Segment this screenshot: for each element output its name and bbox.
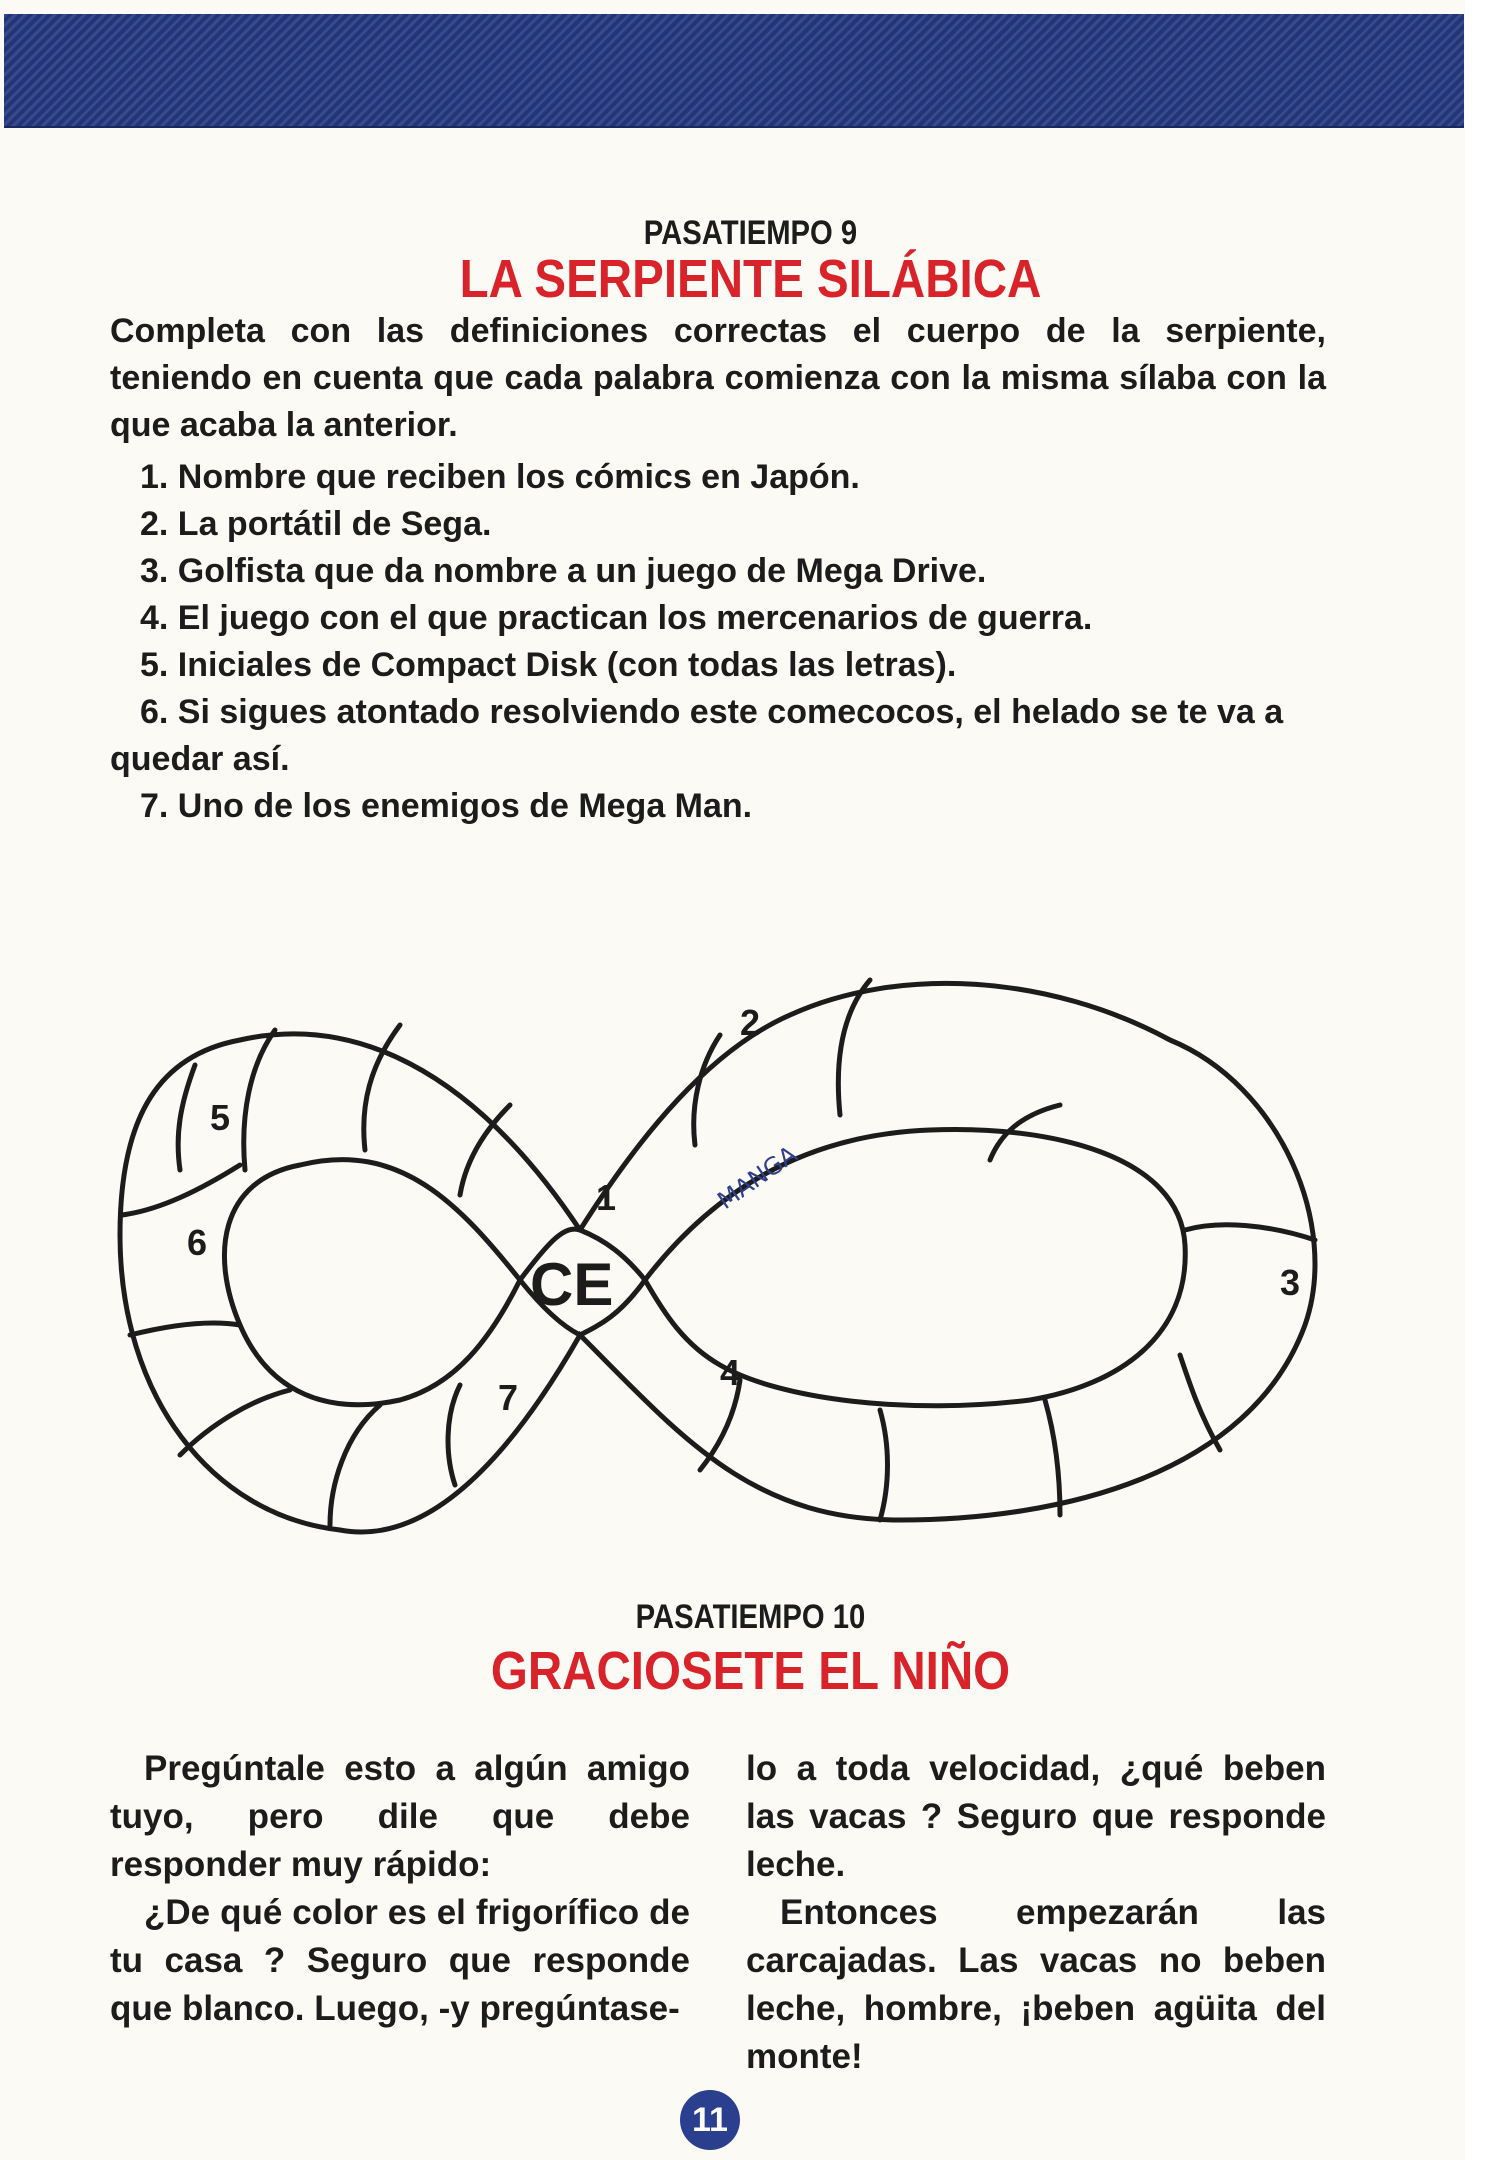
clue-item: 6. Si sigues atontado resolviendo este comecocos, el helado se te va a quedar así. <box>110 693 1284 778</box>
clue-item: 2. La portátil de Sega. <box>140 505 492 543</box>
segment-divider <box>1180 1355 1220 1450</box>
page-edge <box>1465 0 1501 2160</box>
center-syllable: CE <box>530 1251 614 1318</box>
handwritten-answer: MANGA <box>712 1140 803 1215</box>
snake-outer-outline <box>120 983 1315 1532</box>
segment-divider <box>330 1405 380 1525</box>
segment-divider <box>130 1323 240 1335</box>
clue-item: 3. Golfista que da nombre a un juego de Mega Drive. <box>140 552 987 590</box>
clue-item: 1. Nombre que reciben los cómics en Japón. <box>140 458 860 496</box>
clue-item: 5. Iniciales de Compact Disk (con todas las letras). <box>140 646 957 684</box>
puzzle10-column-right <box>746 1745 1326 2081</box>
segment-number-4: 4 <box>720 1352 741 1393</box>
segment-divider <box>244 1030 275 1170</box>
segment-number-2: 2 <box>740 1002 761 1043</box>
paragraph: lo a toda velocidad, ¿qué beben las vacas ? Seguro que responde leche. <box>746 1749 1326 1884</box>
puzzle10-label: PASATIEMPO 10 <box>635 1598 866 1636</box>
header-band <box>4 14 1464 128</box>
puzzle10-column-left <box>110 1745 690 2033</box>
segment-divider <box>448 1385 460 1485</box>
page-number: 11 <box>680 2090 740 2150</box>
puzzle9-title: LA SERPIENTE SILÁBICA <box>459 249 1042 309</box>
puzzle9-label: PASATIEMPO 9 <box>643 214 858 252</box>
segment-divider <box>1045 1400 1060 1515</box>
segment-number-5: 5 <box>210 1097 231 1138</box>
clue-item: 4. El juego con el que practican los mercenarios de guerra. <box>140 599 1093 637</box>
segment-divider <box>838 980 870 1115</box>
segment-divider <box>122 1165 240 1215</box>
syllable-snake-diagram <box>100 955 1340 1555</box>
snake-inner-left <box>224 1160 520 1405</box>
clue-list <box>110 454 1326 830</box>
segment-number-7: 7 <box>498 1377 519 1418</box>
segment-number-6: 6 <box>187 1222 208 1263</box>
segment-number-3: 3 <box>1280 1262 1301 1303</box>
paragraph: Pregúntale esto a algún amigo tuyo, pero dile que debe responder muy rápido: <box>110 1749 690 1884</box>
segment-divider <box>694 1035 720 1145</box>
segment-divider <box>178 1065 195 1170</box>
segment-divider <box>1185 1225 1315 1240</box>
clue-item: 7. Uno de los enemigos de Mega Man. <box>140 787 753 825</box>
puzzle10-title: GRACIOSETE EL NIÑO <box>490 1641 1011 1701</box>
puzzle9-intro: Completa con las definiciones correctas el cuerpo de la serpiente, teniendo en cuenta que cada palabra comienza con la misma sílaba con la que acaba la anterior. <box>110 312 1326 444</box>
segment-divider <box>180 1390 290 1455</box>
paragraph: ¿De qué color es el frigorífico de tu casa ? Seguro que responde que blanco. Luego, -y pregúntase- <box>110 1893 690 2028</box>
paragraph: Entonces empezarán las carcajadas. Las vacas no beben leche, hombre, ¡beben agüita del monte! <box>746 1893 1326 2076</box>
segment-number-1: 1 <box>596 1177 617 1218</box>
puzzle10-text <box>110 1745 1326 2076</box>
segment-divider <box>880 1410 888 1520</box>
